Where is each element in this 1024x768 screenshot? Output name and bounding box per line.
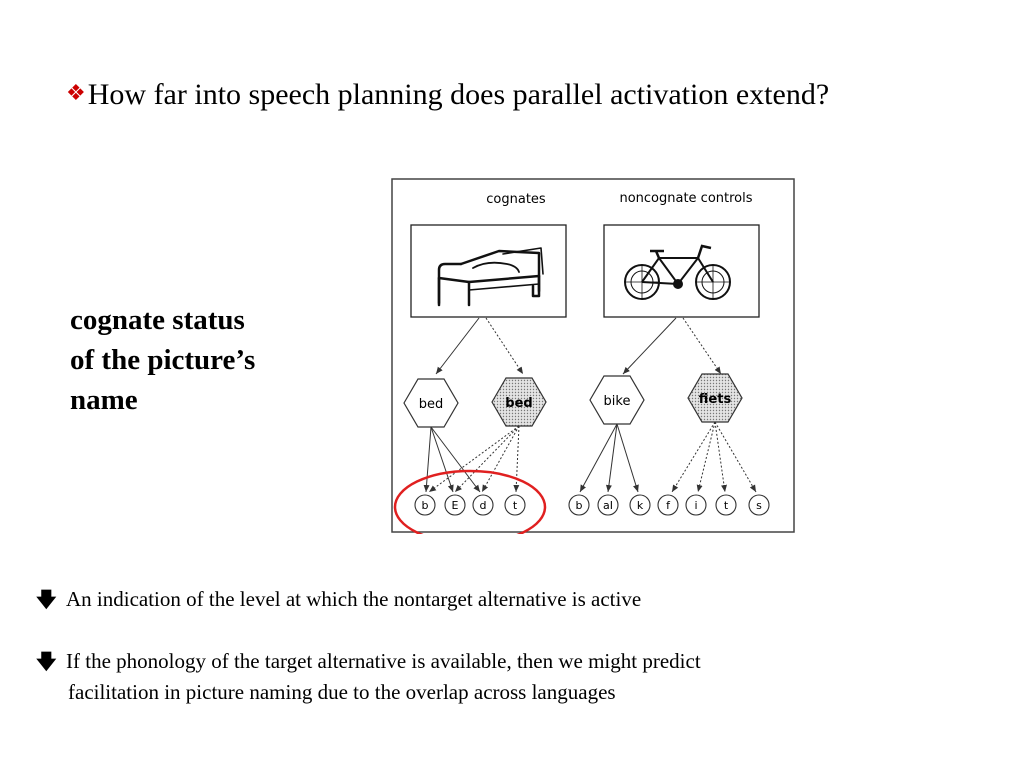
phoneme-t-2: t <box>723 499 729 512</box>
phoneme-b: b <box>421 499 429 512</box>
note-1 <box>36 585 641 619</box>
down-arrow-icon: 🡇 <box>36 649 57 673</box>
phoneme-s: s <box>756 499 762 512</box>
side-label-line-2: of the picture’s <box>70 344 256 376</box>
word-node-bed-label: bed <box>418 397 444 412</box>
bike-picture-box <box>604 225 759 317</box>
note-2-line-2: facilitation in picture naming due to the overlap across languages <box>68 680 616 704</box>
word-node-fiets-label: fiets <box>698 392 732 407</box>
phoneme-k: k <box>636 499 644 512</box>
side-label-line-3: name <box>70 384 138 416</box>
side-label-line-1: cognate status <box>70 304 245 336</box>
side-label <box>70 300 255 420</box>
phoneme-b-2: b <box>575 499 583 512</box>
down-arrow-icon: 🡇 <box>36 587 57 611</box>
phoneme-t: t <box>512 499 518 512</box>
phoneme-i: i <box>694 499 698 512</box>
word-node-bike-label: bike <box>603 394 631 409</box>
phoneme-E: E <box>451 499 459 512</box>
phoneme-d: d <box>479 499 487 512</box>
phoneme-aI: aI <box>603 499 613 512</box>
diamond-cluster-icon: ❖ <box>66 80 86 105</box>
word-node-bed-shaded-label: bed <box>505 396 533 411</box>
slide-title-text: How far into speech planning does parallel activation extend? <box>87 78 830 111</box>
phoneme-f: f <box>666 499 670 512</box>
cognate-diagram <box>391 178 795 534</box>
slide-title <box>66 78 829 112</box>
cognates-heading: cognates <box>486 192 546 207</box>
controls-heading: noncognate controls <box>619 191 753 206</box>
note-2 <box>36 646 701 708</box>
note-1-text: An indication of the level at which the nontarget alternative is active <box>66 587 642 611</box>
note-2-line-1: If the phonology of the target alternative is available, then we might predict <box>66 649 701 673</box>
